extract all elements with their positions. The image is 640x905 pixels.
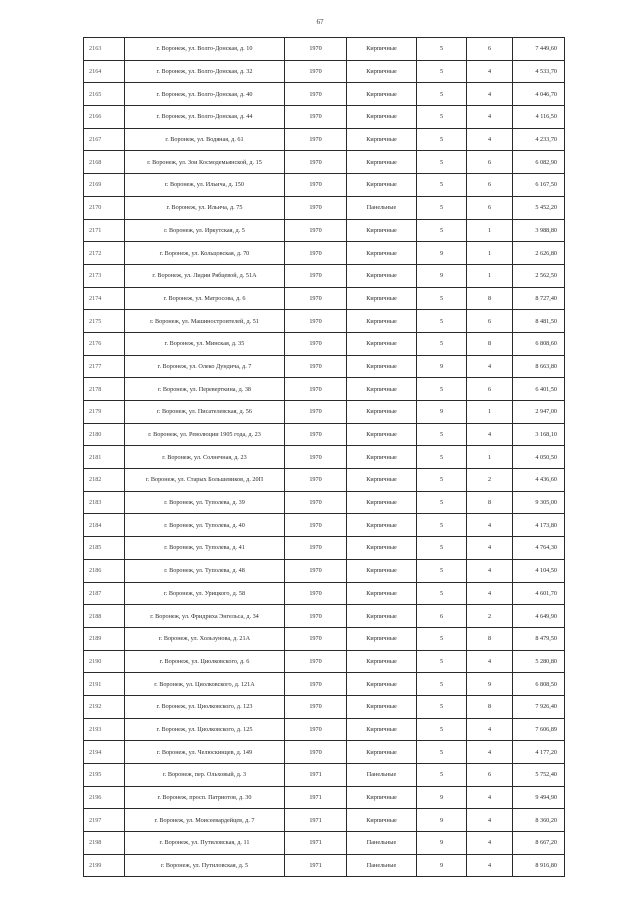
floors-cell: 5: [417, 287, 467, 310]
year-cell: 1970: [285, 196, 347, 219]
row-number-cell: 2194: [84, 741, 125, 764]
area-cell: 3 988,80: [513, 219, 565, 242]
area-cell: 2 626,80: [513, 242, 565, 265]
entrances-cell: 6: [467, 310, 513, 333]
floors-cell: 5: [417, 106, 467, 129]
entrances-cell: 6: [467, 38, 513, 61]
entrances-cell: 4: [467, 650, 513, 673]
row-number-cell: 2185: [84, 537, 125, 560]
entrances-cell: 4: [467, 741, 513, 764]
entrances-cell: 1: [467, 264, 513, 287]
table-row: [84, 128, 565, 151]
year-cell: 1970: [285, 741, 347, 764]
entrances-cell: 4: [467, 832, 513, 855]
wall-material-cell: Кирпичные: [347, 741, 417, 764]
area-cell: 8 479,50: [513, 627, 565, 650]
table-row: [84, 469, 565, 492]
table-row: [84, 650, 565, 673]
row-number-cell: 2189: [84, 627, 125, 650]
wall-material-cell: Кирпичные: [347, 264, 417, 287]
table-row: [84, 174, 565, 197]
table-row: [84, 537, 565, 560]
floors-cell: 5: [417, 491, 467, 514]
table-row: [84, 491, 565, 514]
wall-material-cell: Кирпичные: [347, 151, 417, 174]
entrances-cell: 4: [467, 854, 513, 877]
wall-material-cell: Кирпичные: [347, 695, 417, 718]
row-number-cell: 2174: [84, 287, 125, 310]
floors-cell: 5: [417, 673, 467, 696]
table-row: [84, 219, 565, 242]
table-row: [84, 695, 565, 718]
address-cell: г. Воронеж, ул. Переверткина, д. 38: [125, 378, 285, 401]
wall-material-cell: Кирпичные: [347, 423, 417, 446]
table-row: [84, 605, 565, 628]
wall-material-cell: Кирпичные: [347, 514, 417, 537]
entrances-cell: 6: [467, 196, 513, 219]
entrances-cell: 1: [467, 219, 513, 242]
row-number-cell: 2166: [84, 106, 125, 129]
area-cell: 4 436,60: [513, 469, 565, 492]
row-number-cell: 2181: [84, 446, 125, 469]
address-cell: г. Воронеж, ул. Иркутская, д. 5: [125, 219, 285, 242]
entrances-cell: 4: [467, 106, 513, 129]
table-row: [84, 741, 565, 764]
row-number-cell: 2190: [84, 650, 125, 673]
entrances-cell: 4: [467, 60, 513, 83]
area-cell: 7 926,40: [513, 695, 565, 718]
wall-material-cell: Панельные: [347, 854, 417, 877]
floors-cell: 5: [417, 718, 467, 741]
address-cell: г. Воронеж, ул. Хользунова, д. 21А: [125, 627, 285, 650]
address-cell: г. Воронеж, ул. Олеко Дундича, д. 7: [125, 355, 285, 378]
entrances-cell: 4: [467, 809, 513, 832]
entrances-cell: 1: [467, 401, 513, 424]
entrances-cell: 4: [467, 514, 513, 537]
year-cell: 1970: [285, 401, 347, 424]
row-number-cell: 2186: [84, 559, 125, 582]
address-cell: г. Воронеж, ул. Моисеевардейцев, д. 7: [125, 809, 285, 832]
table-row: [84, 60, 565, 83]
floors-cell: 9: [417, 786, 467, 809]
floors-cell: 5: [417, 764, 467, 787]
row-number-cell: 2199: [84, 854, 125, 877]
row-number-cell: 2183: [84, 491, 125, 514]
address-cell: г. Воронеж, ул. Водяная, д. 61: [125, 128, 285, 151]
area-cell: 6 808,60: [513, 332, 565, 355]
table-row: [84, 514, 565, 537]
floors-cell: 5: [417, 650, 467, 673]
year-cell: 1970: [285, 718, 347, 741]
address-cell: г. Воронеж, ул. Ильича, д. 150: [125, 174, 285, 197]
floors-cell: 5: [417, 378, 467, 401]
table-row: [84, 106, 565, 129]
address-cell: г. Воронеж, ул. Волго-Донская, д. 10: [125, 38, 285, 61]
year-cell: 1970: [285, 514, 347, 537]
floors-cell: 9: [417, 242, 467, 265]
floors-cell: 5: [417, 83, 467, 106]
floors-cell: 5: [417, 514, 467, 537]
year-cell: 1970: [285, 242, 347, 265]
area-cell: 6 082,90: [513, 151, 565, 174]
floors-cell: 9: [417, 854, 467, 877]
address-cell: г. Воронеж, ул. Туполева, д. 41: [125, 537, 285, 560]
entrances-cell: 8: [467, 332, 513, 355]
wall-material-cell: Кирпичные: [347, 83, 417, 106]
wall-material-cell: Кирпичные: [347, 605, 417, 628]
entrances-cell: 4: [467, 559, 513, 582]
row-number-cell: 2168: [84, 151, 125, 174]
table-row: [84, 673, 565, 696]
row-number-cell: 2169: [84, 174, 125, 197]
entrances-cell: 8: [467, 491, 513, 514]
wall-material-cell: Кирпичные: [347, 287, 417, 310]
address-cell: г. Воронеж, ул. Солнечная, д. 23: [125, 446, 285, 469]
wall-material-cell: Кирпичные: [347, 60, 417, 83]
area-cell: 5 452,20: [513, 196, 565, 219]
row-number-cell: 2198: [84, 832, 125, 855]
table-row: [84, 582, 565, 605]
wall-material-cell: Кирпичные: [347, 809, 417, 832]
wall-material-cell: Кирпичные: [347, 38, 417, 61]
table-row: [84, 786, 565, 809]
wall-material-cell: Панельные: [347, 196, 417, 219]
wall-material-cell: Кирпичные: [347, 786, 417, 809]
table-row: [84, 854, 565, 877]
area-cell: 4 173,80: [513, 514, 565, 537]
year-cell: 1970: [285, 60, 347, 83]
area-cell: 8 663,80: [513, 355, 565, 378]
row-number-cell: 2195: [84, 764, 125, 787]
table-row: [84, 378, 565, 401]
table-row: [84, 559, 565, 582]
address-cell: г. Воронеж, ул. Матросова, д. 6: [125, 287, 285, 310]
year-cell: 1970: [285, 38, 347, 61]
floors-cell: 5: [417, 559, 467, 582]
wall-material-cell: Кирпичные: [347, 310, 417, 333]
area-cell: 6 167,50: [513, 174, 565, 197]
wall-material-cell: Кирпичные: [347, 242, 417, 265]
row-number-cell: 2184: [84, 514, 125, 537]
wall-material-cell: Кирпичные: [347, 559, 417, 582]
floors-cell: 5: [417, 310, 467, 333]
row-number-cell: 2196: [84, 786, 125, 809]
wall-material-cell: Кирпичные: [347, 355, 417, 378]
area-cell: 4 764,30: [513, 537, 565, 560]
floors-cell: 5: [417, 219, 467, 242]
year-cell: 1970: [285, 423, 347, 446]
address-cell: г. Воронеж, ул. Путиловская, д. 5: [125, 854, 285, 877]
year-cell: 1970: [285, 355, 347, 378]
year-cell: 1970: [285, 219, 347, 242]
row-number-cell: 2193: [84, 718, 125, 741]
entrances-cell: 2: [467, 469, 513, 492]
entrances-cell: 4: [467, 128, 513, 151]
floors-cell: 9: [417, 264, 467, 287]
row-number-cell: 2191: [84, 673, 125, 696]
area-cell: 4 533,70: [513, 60, 565, 83]
area-cell: 4 177,20: [513, 741, 565, 764]
year-cell: 1970: [285, 174, 347, 197]
floors-cell: 5: [417, 537, 467, 560]
entrances-cell: 6: [467, 151, 513, 174]
floors-cell: 5: [417, 128, 467, 151]
year-cell: 1970: [285, 83, 347, 106]
row-number-cell: 2172: [84, 242, 125, 265]
table-row: [84, 627, 565, 650]
area-cell: 9 494,90: [513, 786, 565, 809]
address-cell: г. Воронеж, ул. Зои Космодемьянской, д. 15: [125, 151, 285, 174]
year-cell: 1970: [285, 469, 347, 492]
area-cell: 4 050,50: [513, 446, 565, 469]
wall-material-cell: Кирпичные: [347, 673, 417, 696]
floors-cell: 9: [417, 401, 467, 424]
year-cell: 1970: [285, 559, 347, 582]
year-cell: 1971: [285, 809, 347, 832]
year-cell: 1970: [285, 264, 347, 287]
table-row: [84, 832, 565, 855]
entrances-cell: 4: [467, 83, 513, 106]
address-cell: г. Воронеж, ул. Волго-Донская, д. 32: [125, 60, 285, 83]
table-row: [84, 718, 565, 741]
table-row: [84, 242, 565, 265]
address-cell: г. Воронеж, ул. Урицкого, д. 58: [125, 582, 285, 605]
row-number-cell: 2182: [84, 469, 125, 492]
year-cell: 1970: [285, 627, 347, 650]
year-cell: 1970: [285, 582, 347, 605]
entrances-cell: 6: [467, 174, 513, 197]
year-cell: 1970: [285, 446, 347, 469]
floors-cell: 5: [417, 196, 467, 219]
floors-cell: 5: [417, 60, 467, 83]
table-row: [84, 446, 565, 469]
wall-material-cell: Кирпичные: [347, 650, 417, 673]
table-row: [84, 310, 565, 333]
row-number-cell: 2178: [84, 378, 125, 401]
year-cell: 1970: [285, 491, 347, 514]
row-number-cell: 2192: [84, 695, 125, 718]
address-cell: г. Воронеж, ул. Ильича, д. 75: [125, 196, 285, 219]
entrances-cell: 4: [467, 537, 513, 560]
floors-cell: 5: [417, 446, 467, 469]
address-cell: г. Воронеж, ул. Циолковского, д. 123: [125, 695, 285, 718]
table-row: [84, 151, 565, 174]
row-number-cell: 2188: [84, 605, 125, 628]
year-cell: 1970: [285, 106, 347, 129]
area-cell: 7 606,89: [513, 718, 565, 741]
area-cell: 8 916,80: [513, 854, 565, 877]
year-cell: 1970: [285, 537, 347, 560]
floors-cell: 5: [417, 469, 467, 492]
wall-material-cell: Кирпичные: [347, 446, 417, 469]
year-cell: 1971: [285, 832, 347, 855]
year-cell: 1970: [285, 287, 347, 310]
address-cell: г. Воронеж, ул. Циолковского, д. 121А: [125, 673, 285, 696]
floors-cell: 5: [417, 332, 467, 355]
wall-material-cell: Кирпичные: [347, 401, 417, 424]
entrances-cell: 4: [467, 355, 513, 378]
table-row: [84, 764, 565, 787]
wall-material-cell: Панельные: [347, 764, 417, 787]
entrances-cell: 6: [467, 764, 513, 787]
table-row: [84, 264, 565, 287]
row-number-cell: 2197: [84, 809, 125, 832]
floors-cell: 5: [417, 695, 467, 718]
year-cell: 1970: [285, 128, 347, 151]
table-row: [84, 401, 565, 424]
row-number-cell: 2163: [84, 38, 125, 61]
wall-material-cell: Кирпичные: [347, 537, 417, 560]
row-number-cell: 2179: [84, 401, 125, 424]
year-cell: 1970: [285, 695, 347, 718]
entrances-cell: 1: [467, 242, 513, 265]
entrances-cell: 4: [467, 786, 513, 809]
floors-cell: 9: [417, 809, 467, 832]
area-cell: 6 808,50: [513, 673, 565, 696]
wall-material-cell: Кирпичные: [347, 582, 417, 605]
floors-cell: 5: [417, 423, 467, 446]
table-row: [84, 355, 565, 378]
address-cell: г. Воронеж, ул. Путиловская, д. 11: [125, 832, 285, 855]
area-cell: 8 727,40: [513, 287, 565, 310]
year-cell: 1970: [285, 151, 347, 174]
wall-material-cell: Кирпичные: [347, 627, 417, 650]
area-cell: 2 947,00: [513, 401, 565, 424]
floors-cell: 9: [417, 832, 467, 855]
row-number-cell: 2165: [84, 83, 125, 106]
year-cell: 1971: [285, 854, 347, 877]
year-cell: 1970: [285, 310, 347, 333]
area-cell: 5 280,80: [513, 650, 565, 673]
wall-material-cell: Кирпичные: [347, 378, 417, 401]
address-cell: г. Воронеж, ул. Туполева, д. 48: [125, 559, 285, 582]
area-cell: 5 752,40: [513, 764, 565, 787]
year-cell: 1970: [285, 650, 347, 673]
floors-cell: 9: [417, 355, 467, 378]
year-cell: 1970: [285, 332, 347, 355]
entrances-cell: 9: [467, 673, 513, 696]
floors-cell: 5: [417, 151, 467, 174]
address-cell: г. Воронеж, ул. Туполева, д. 40: [125, 514, 285, 537]
year-cell: 1970: [285, 673, 347, 696]
table-row: [84, 196, 565, 219]
row-number-cell: 2173: [84, 264, 125, 287]
address-cell: г. Воронеж, ул. Челюскинцев, д. 149: [125, 741, 285, 764]
wall-material-cell: Кирпичные: [347, 718, 417, 741]
address-cell: г. Воронеж, ул. Циолковского, д. 6: [125, 650, 285, 673]
table-row: [84, 332, 565, 355]
area-cell: 8 360,20: [513, 809, 565, 832]
row-number-cell: 2187: [84, 582, 125, 605]
area-cell: 2 562,50: [513, 264, 565, 287]
entrances-cell: 2: [467, 605, 513, 628]
table-row: [84, 38, 565, 61]
address-cell: г. Воронеж, ул. Циолковского, д. 125: [125, 718, 285, 741]
area-cell: 4 104,50: [513, 559, 565, 582]
row-number-cell: 2180: [84, 423, 125, 446]
address-cell: г. Воронеж, ул. Писателевская, д. 56: [125, 401, 285, 424]
table-row: [84, 423, 565, 446]
row-number-cell: 2171: [84, 219, 125, 242]
year-cell: 1970: [285, 378, 347, 401]
address-cell: г. Воронеж, пер. Ольховый, д. 3: [125, 764, 285, 787]
entrances-cell: 4: [467, 718, 513, 741]
table-row: [84, 83, 565, 106]
wall-material-cell: Панельные: [347, 832, 417, 855]
year-cell: 1971: [285, 764, 347, 787]
area-cell: 4 046,70: [513, 83, 565, 106]
table-row: [84, 287, 565, 310]
row-number-cell: 2164: [84, 60, 125, 83]
floors-cell: 5: [417, 741, 467, 764]
housing-registry-table: [83, 37, 565, 877]
address-cell: г. Воронеж, ул. Лидии Рябцевой, д. 51А: [125, 264, 285, 287]
address-cell: г. Воронеж, ул. Кольцовская, д. 70: [125, 242, 285, 265]
area-cell: 4 116,50: [513, 106, 565, 129]
table-row: [84, 809, 565, 832]
wall-material-cell: Кирпичные: [347, 469, 417, 492]
wall-material-cell: Кирпичные: [347, 491, 417, 514]
address-cell: г. Воронеж, ул. Революции 1905 года, д. 23: [125, 423, 285, 446]
address-cell: г. Воронеж, ул. Волго-Донская, д. 44: [125, 106, 285, 129]
wall-material-cell: Кирпичные: [347, 174, 417, 197]
row-number-cell: 2167: [84, 128, 125, 151]
area-cell: 4 649,90: [513, 605, 565, 628]
row-number-cell: 2177: [84, 355, 125, 378]
page-number: 67: [316, 18, 324, 26]
row-number-cell: 2170: [84, 196, 125, 219]
year-cell: 1971: [285, 786, 347, 809]
entrances-cell: 4: [467, 582, 513, 605]
area-cell: 6 401,50: [513, 378, 565, 401]
area-cell: 8 481,50: [513, 310, 565, 333]
year-cell: 1970: [285, 605, 347, 628]
floors-cell: 5: [417, 627, 467, 650]
row-number-cell: 2175: [84, 310, 125, 333]
area-cell: 8 667,20: [513, 832, 565, 855]
address-cell: г. Воронеж, ул. Волго-Донская, д. 40: [125, 83, 285, 106]
entrances-cell: 6: [467, 378, 513, 401]
entrances-cell: 8: [467, 627, 513, 650]
address-cell: г. Воронеж, ул. Фридриха Энгельса, д. 34: [125, 605, 285, 628]
area-cell: 9 305,00: [513, 491, 565, 514]
address-cell: г. Воронеж, просп. Патриотов, д. 30: [125, 786, 285, 809]
floors-cell: 5: [417, 38, 467, 61]
wall-material-cell: Кирпичные: [347, 106, 417, 129]
wall-material-cell: Кирпичные: [347, 332, 417, 355]
address-cell: г. Воронеж, ул. Старых Большевиков, д. 20П: [125, 469, 285, 492]
floors-cell: 6: [417, 605, 467, 628]
address-cell: г. Воронеж, ул. Машиностроителей, д. 51: [125, 310, 285, 333]
area-cell: 4 601,70: [513, 582, 565, 605]
address-cell: г. Воронеж, ул. Минская, д. 35: [125, 332, 285, 355]
entrances-cell: 8: [467, 287, 513, 310]
address-cell: г. Воронеж, ул. Туполева, д. 39: [125, 491, 285, 514]
entrances-cell: 4: [467, 423, 513, 446]
area-cell: 4 233,70: [513, 128, 565, 151]
area-cell: 3 168,10: [513, 423, 565, 446]
entrances-cell: 1: [467, 446, 513, 469]
wall-material-cell: Кирпичные: [347, 128, 417, 151]
wall-material-cell: Кирпичные: [347, 219, 417, 242]
row-number-cell: 2176: [84, 332, 125, 355]
entrances-cell: 8: [467, 695, 513, 718]
floors-cell: 5: [417, 582, 467, 605]
area-cell: 7 449,60: [513, 38, 565, 61]
floors-cell: 5: [417, 174, 467, 197]
